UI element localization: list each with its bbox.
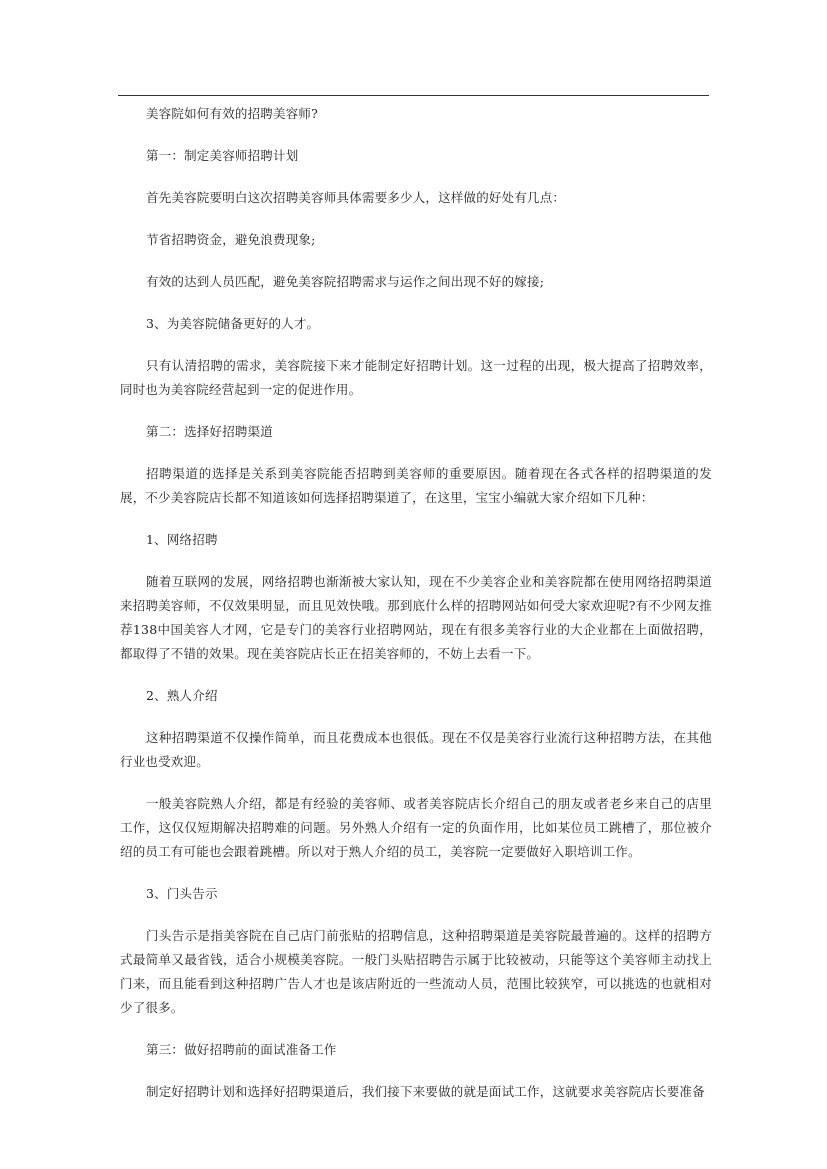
paragraph: 一般美容院熟人介绍，都是有经验的美容师、或者美容院店长介绍自己的朋友或者老乡来自己的店里工作，这仅仅短期解决招聘难的问题。另外熟人介绍有一定的负面作用，比如某位员工跳槽了，那位被介绍的员工有可能也会跟着跳槽。所以对于熟人介绍的员工，美容院一定要做好入职培训工作。 xyxy=(120,796,712,859)
section-heading-3: 第三：做好招聘前的面试准备工作 xyxy=(146,1042,337,1057)
paragraph: 3、为美容院储备更好的人才。 xyxy=(146,316,320,331)
document-body xyxy=(120,100,712,1122)
header-rule xyxy=(118,95,709,96)
section-heading-2: 第二：选择好招聘渠道 xyxy=(146,424,274,439)
subheading: 2、熟人介绍 xyxy=(146,688,218,703)
section-heading-1: 第一：制定美容师招聘计划 xyxy=(146,148,299,163)
subheading: 3、门头告示 xyxy=(146,886,218,901)
paragraph: 只有认清招聘的需求，美容院接下来才能制定好招聘计划。这一过程的出现，极大提高了招聘效率，同时也为美容院经营起到一定的促进作用。 xyxy=(120,358,712,397)
paragraph: 这种招聘渠道不仅操作简单，而且花费成本也很低。现在不仅是美容行业流行这种招聘方法，在其他行业也受欢迎。 xyxy=(120,730,712,769)
paragraph: 门头告示是指美容院在自己店门前张贴的招聘信息，这种招聘渠道是美容院最普遍的。这样的招聘方式最简单又最省钱，适合小规模美容院。一般门头贴招聘告示属于比较被动，只能等这个美容师主动找上门来，而且能看到这种招聘广告人才也是该店附近的一些流动人员，范围比较狭窄，可以挑选的也就相对少了很多。 xyxy=(120,928,712,1015)
paragraph: 首先美容院要明白这次招聘美容师具体需要多少人，这样做的好处有几点： xyxy=(146,190,566,205)
subheading: 1、网络招聘 xyxy=(146,532,218,547)
paragraph: 有效的达到人员匹配，避免美容院招聘需求与运作之间出现不好的嫁接; xyxy=(146,274,545,289)
paragraph: 制定好招聘计划和选择好招聘渠道后，我们接下来要做的就是面试工作，这就要求美容院店长要准备 xyxy=(146,1084,705,1099)
paragraph: 节省招聘资金，避免浪费现象; xyxy=(146,232,316,247)
paragraph: 随着互联网的发展，网络招聘也渐渐被大家认知，现在不少美容企业和美容院都在使用网络招聘渠道来招聘美容师，不仅效果明显，而且见效快哦。那到底什么样的招聘网站如何受大家欢迎呢?有不少网友推荐138中国美容人才网，它是专门的美容行业招聘网站，现在有很多美容行业的大企业都在上面做招聘，都取得了不错的效果。现在美容院店长正在招美容师的，不妨上去看一下。 xyxy=(120,574,712,661)
document-title: 美容院如何有效的招聘美容师? xyxy=(146,106,319,121)
paragraph: 招聘渠道的选择是关系到美容院能否招聘到美容师的重要原因。随着现在各式各样的招聘渠道的发展，不少美容院店长都不知道该如何选择招聘渠道了，在这里，宝宝小编就大家介绍如下几种： xyxy=(120,466,712,505)
